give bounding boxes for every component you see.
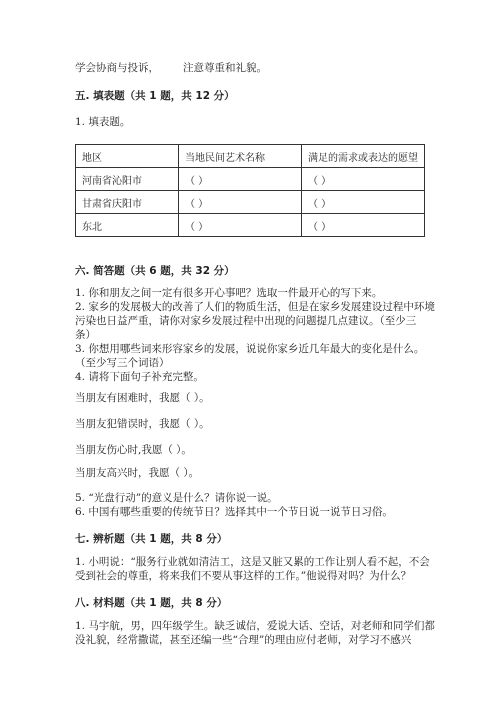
table-row — [76, 214, 425, 237]
table-cell: 东北 — [76, 214, 179, 237]
fill-sentence: 当朋友有困难时，我愿（ ）。 — [75, 392, 210, 404]
text-fragment: 注意尊重和礼貌。 — [183, 62, 267, 74]
question-text: 没礼貌，经常撒谎，甚至还编一些“合理”的理由应付老师，对学习不感兴 — [75, 634, 412, 646]
continued-text-line — [75, 61, 267, 75]
question-text: 1. 小明说：“服务行业就如清洁工，这是又脏又累的工作让别人看不起，不会 — [75, 556, 430, 568]
section-heading: 五. 填表题（共 1 题，共 12 分） — [75, 90, 235, 102]
fill-sentence: 当朋友高兴时，我愿（ ）。 — [75, 467, 200, 479]
question-text: （至少写三个词语） — [75, 357, 170, 369]
question-text: 5. “光盘行动”的意义是什么？请你说一说。 — [75, 492, 278, 504]
question-text: 4. 请将下面句子补充完整。 — [75, 371, 204, 383]
table-header-row — [76, 145, 425, 168]
table-header-cell: 满足的需求或表达的愿望 — [302, 145, 425, 168]
section-heading: 六. 简答题（共 6 题，共 32 分） — [75, 265, 235, 277]
question-text: 6. 中国有哪些重要的传统节日？选择其中一个节日说一说节日习俗。 — [75, 506, 393, 518]
table-cell: 河南省沁阳市 — [76, 168, 179, 191]
table-blank-cell[interactable]: （ ） — [302, 214, 425, 237]
fill-sentence: 当朋友伤心时,我愿（ ）。 — [75, 444, 192, 456]
question-text: 污染也日益严重，请你对家乡发展过程中出现的问题提几点建议。（至少三 — [75, 315, 417, 327]
question-text: 1. 你和朋友之间一定有很多开心事吧？选取一件最开心的写下来。 — [75, 287, 383, 299]
table-row — [76, 191, 425, 214]
table-header-cell: 当地民间艺术名称 — [179, 145, 302, 168]
table-row — [76, 168, 425, 191]
text-fragment: 学会协商与投诉， — [75, 62, 159, 74]
table-blank-cell[interactable]: （ ） — [179, 168, 302, 191]
table-blank-cell[interactable]: （ ） — [179, 214, 302, 237]
section-heading: 七. 辨析题（共 1 题，共 8 分） — [75, 533, 228, 545]
question-text: 2. 家乡的发展极大的改善了人们的物质生活，但是在家乡发展建设过程中环境 — [75, 301, 435, 313]
question-text: 条） — [75, 329, 96, 341]
table-blank-cell[interactable]: （ ） — [302, 191, 425, 214]
question-text: 1. 填表题。 — [75, 116, 131, 128]
table-header-cell: 地区 — [76, 145, 179, 168]
section-heading: 八. 材料题（共 1 题，共 8 分） — [75, 597, 228, 609]
table-blank-cell[interactable]: （ ） — [179, 191, 302, 214]
table-cell: 甘肃省庆阳市 — [76, 191, 179, 214]
fill-in-table — [75, 144, 425, 237]
question-text: 3. 你想用哪些词来形容家乡的发展，说说你家乡近几年最大的变化是什么。 — [75, 343, 425, 355]
table-blank-cell[interactable]: （ ） — [302, 168, 425, 191]
question-text: 1. 马宇航，男，四年级学生。缺乏诚信，爱说大话、空话，对老师和同学们都 — [75, 620, 435, 632]
question-text: 受到社会的尊重，将来我们不要从事这样的工作。”他说得对吗？为什么？ — [75, 570, 412, 582]
fill-sentence: 当朋友犯错误时，我愿（ ）。 — [75, 418, 210, 430]
